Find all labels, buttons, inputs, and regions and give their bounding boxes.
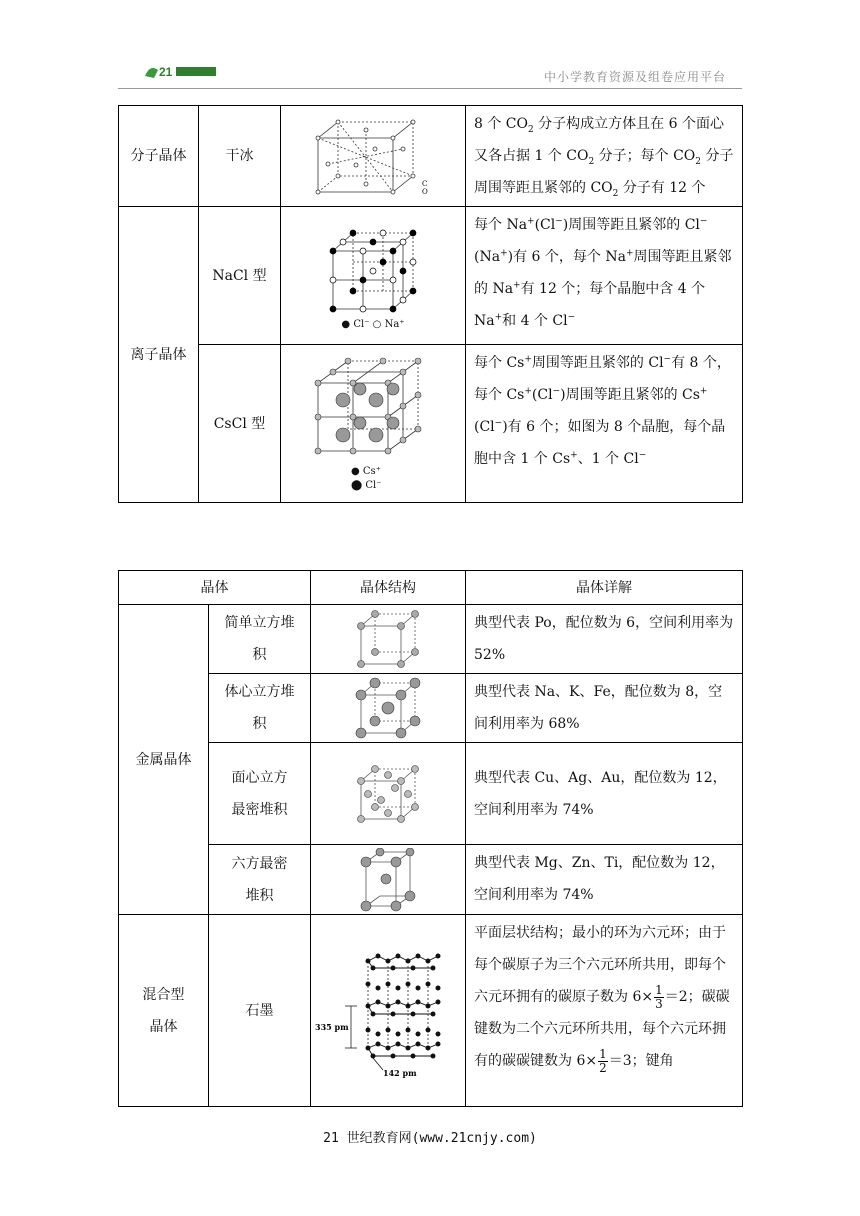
legend-o: O [422,188,428,196]
bcc-diagram [353,677,423,739]
logo-icon [142,62,232,82]
nacl-legend: ● Cl⁻ ○ Na⁺ [341,318,405,330]
legend-c: C [422,180,428,188]
crystal-table-2 [118,570,743,1107]
crystal-name: 六方最密堆积 [209,845,311,915]
category-cell: 金属晶体 [119,605,209,915]
structure-image [311,915,466,1107]
crystal-table-1 [118,105,743,503]
label-335pm: 335 pm [315,1021,349,1032]
header-structure: 晶体结构 [311,571,466,605]
hcp-diagram [358,848,418,912]
structure-image [281,106,466,207]
graphite-diagram [313,936,463,1086]
header-detail: 晶体详解 [466,571,743,605]
crystal-name: 简单立方堆积 [209,605,311,674]
header-crystal: 晶体 [119,571,311,605]
description: 平面层状结构；最小的环为六元环；由于每个碳原子为三个六元环所共用，即每个六元环拥有的碳原子数为 6× $\frac{1}{3}$ ＝2；碳碳键数为二个六元环所共用，每个六元环拥有的碳碳键数为 6× $\frac{1}{2}$ ＝3；键角 [466,915,743,1107]
crystal-name: NaCl 型 [199,207,281,345]
description: 每个 Cs+周围等距且紧邻的 Cl−有 8 个，每个 Cs+(Cl−)周围等距且紧邻的 Cs+(Cl−)有 6 个；如图为 8 个晶胞，每个晶胞中含 1 个 Cs+、1 个 Cl− [466,345,743,503]
page-footer: 21 世纪教育网(www.21cnjy.com) [323,1131,537,1146]
structure-image [281,207,466,345]
category-cell: 混合型晶体 [119,915,209,1107]
graphite-layers [366,953,441,1058]
fraction: $\frac{1}{3}$ [655,982,663,1011]
cscl-legend: ● Cs⁺ ⬤ Cl⁻ [351,465,382,491]
structure-image [281,345,466,503]
label-142pm: 142 pm [383,1067,417,1078]
svg-text:21: 21 [159,65,173,79]
fcc-diagram [353,763,423,825]
description: 典型代表 Mg、Zn、Ti，配位数为 12，空间利用率为 74% [466,845,743,915]
crystal-name: 面心立方最密堆积 [209,743,311,845]
structure-image [311,743,466,845]
structure-image [311,674,466,743]
description: 典型代表 Po，配位数为 6，空间利用率为 52% [466,605,743,674]
co2-cube-diagram [308,114,438,198]
description: 典型代表 Cu、Ag、Au，配位数为 12，空间利用率为 74% [466,743,743,845]
fraction: $\frac{1}{2}$ [599,1046,607,1075]
platform-name: 中小学教育资源及组卷应用平台 [543,70,726,84]
crystal-name: 石墨 [209,915,311,1107]
description: 典型代表 Na、K、Fe，配位数为 8，空间利用率为 68% [466,674,743,743]
simple-cubic-diagram [353,608,423,670]
category-cell: 分子晶体 [119,106,199,207]
crystal-name: 体心立方堆积 [209,674,311,743]
category-cell: 离子晶体 [119,207,199,503]
nacl-cube-diagram [323,221,423,321]
description: 8 个 $CO_2$ 分子构成立方体且在 6 个面心又各占据 1 个 $CO_2$ 分子；每个 $CO_2$ 分子周围等距且紧邻的 $CO_2$ 分子有 12 个 [466,106,743,207]
description: 每个 Na+(Cl−)周围等距且紧邻的 Cl−(Na+)有 6 个，每个 Na+周围等距且紧邻的 Na+有 12 个；每个晶胞中含 4 个 Na+和 4 个 Cl− [466,207,743,345]
crystal-name: 干冰 [199,106,281,207]
page-header [118,58,742,89]
cscl-cube-diagram [308,355,438,465]
structure-image [311,605,466,674]
crystal-name: CsCl 型 [199,345,281,503]
structure-image [311,845,466,915]
